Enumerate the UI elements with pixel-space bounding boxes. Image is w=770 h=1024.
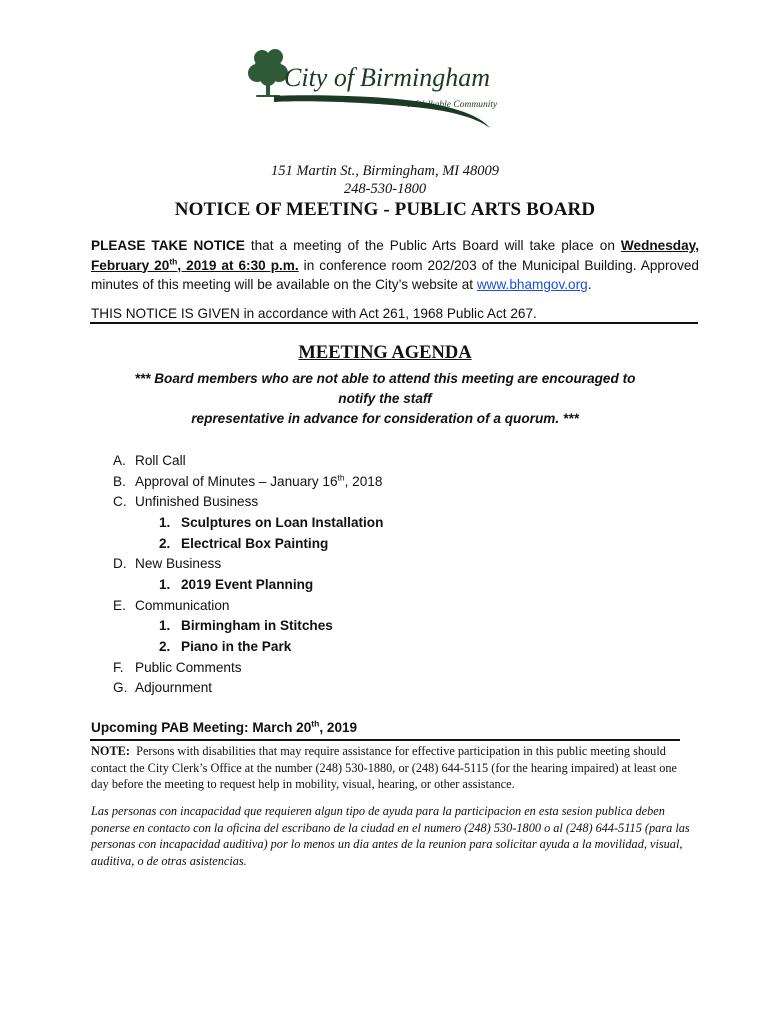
agenda-item-label: Approval of Minutes – January 16 xyxy=(135,474,338,489)
meeting-date-sup: th xyxy=(169,255,178,266)
agenda-subitem xyxy=(159,618,333,633)
agenda-item xyxy=(113,680,212,695)
page-title: NOTICE OF MEETING - PUBLIC ARTS BOARD xyxy=(174,199,596,220)
agenda-item xyxy=(113,474,382,489)
agenda-subitem xyxy=(159,639,291,654)
agenda-subitem xyxy=(159,515,383,530)
agenda-subitem-label: Electrical Box Painting xyxy=(181,536,329,551)
divider xyxy=(90,739,680,741)
agenda-item-label: Communication xyxy=(135,598,230,613)
agenda-subitem-marker: 1. xyxy=(159,515,171,530)
agenda-item xyxy=(113,556,221,571)
agenda-item xyxy=(113,598,229,613)
note-text: Persons with disabilities that may require assistance for effective participation in this public meeting should contact the City Clerk’s Office at the number (248) 530-1880, or (248) 644-5115 (for the hearing impaired) at least one day before the meeting to request help in mobility, visual, hearing, or other assistance. xyxy=(91,744,681,791)
agenda-subitem-marker: 1. xyxy=(159,577,171,592)
agenda-subitem-label: Piano in the Park xyxy=(181,639,292,654)
meeting-date-b: , 2019 at 6:30 p.m. xyxy=(177,257,299,273)
upcoming-meeting xyxy=(91,720,357,735)
notice-text-2: in conference room 202/203 of the Municipal Building. Approved minutes of this meeting will be available on the City’s website at xyxy=(91,257,699,292)
board-note-line-2: notify the staff xyxy=(338,391,432,406)
board-members-note xyxy=(92,369,678,429)
city-logo xyxy=(244,44,506,132)
website-link[interactable]: www.bhamgov.org xyxy=(476,277,588,292)
board-note-line-3: representative in advance for consideration of a quorum. *** xyxy=(191,411,579,426)
accessibility-note-spanish: Las personas con incapacidad que requieren algun tipo de ayuda para la participacion en esta sesion publica deben ponerse en contacto con la oficina del escribano de la ciudad en el numero (248) 530-1800 o al (248) 644-5115 (para las personas con incapacidad auditiva) por lo menos un dia antes de la reunion para solicitar ayuda a la movilidad, visual, auditiva, o de otras asistencias. xyxy=(91,804,690,868)
notice-text-3: . xyxy=(587,277,592,292)
agenda-item-label: Roll Call xyxy=(135,453,186,468)
agenda-subitem xyxy=(159,536,328,551)
upcoming-meeting-text: Upcoming PAB Meeting: March 20 xyxy=(91,720,312,735)
agenda-item-label: Public Comments xyxy=(135,660,242,675)
agenda-item-label: Unfinished Business xyxy=(135,494,259,509)
phone-number: 248-530-1800 xyxy=(343,181,427,197)
notice-lead: PLEASE TAKE NOTICE xyxy=(91,238,245,253)
agenda-item-marker: F. xyxy=(113,660,124,675)
agenda-item-marker: G. xyxy=(113,680,128,695)
agenda-item-label-end: , 2018 xyxy=(344,474,383,489)
agenda-subitem-marker: 2. xyxy=(159,639,171,654)
agenda-item xyxy=(113,660,242,675)
logo-birmingham: Birmingham xyxy=(360,63,490,92)
accessibility-note-english xyxy=(91,743,691,793)
agenda-subitem-label: Sculptures on Loan Installation xyxy=(181,515,384,530)
agenda-subitem-marker: 1. xyxy=(159,618,171,633)
agenda-item-marker: C. xyxy=(113,494,127,509)
agenda-item-marker: E. xyxy=(113,598,126,613)
tree-icon xyxy=(244,44,506,132)
board-note-line-1: *** Board members who are not able to attend this meeting are encouraged to xyxy=(134,371,636,386)
agenda-subitem-label: Birmingham in Stitches xyxy=(181,618,333,633)
logo-city-of: City of xyxy=(284,63,355,92)
agenda-subitem xyxy=(159,577,313,592)
agenda-item xyxy=(113,494,258,509)
agenda-item-marker: B. xyxy=(113,474,126,489)
agenda-item-label: Adjournment xyxy=(135,680,213,695)
agenda-subitem-label: 2019 Event Planning xyxy=(181,577,314,592)
address-line: 151 Martin St., Birmingham, MI 48009 xyxy=(271,163,499,179)
agenda-subitem-marker: 2. xyxy=(159,536,171,551)
notice-text-1: that a meeting of the Public Arts Board will take place on xyxy=(244,238,621,253)
logo-tagline: A Walkable Community xyxy=(408,100,498,110)
notice-given-statement: THIS NOTICE IS GIVEN in accordance with Act 261, 1968 Public Act 267. xyxy=(91,306,537,321)
upcoming-meeting-year: , 2019 xyxy=(319,720,358,735)
agenda-item-sup: th xyxy=(337,472,345,483)
upcoming-meeting-sup: th xyxy=(311,718,320,729)
meeting-date-a: Wednesday, February 20 xyxy=(91,238,699,273)
notice-paragraph xyxy=(91,236,699,295)
agenda-item-label: New Business xyxy=(135,556,222,571)
agenda-item-marker: A. xyxy=(113,453,126,468)
note-label: NOTE: xyxy=(91,744,130,758)
agenda-item xyxy=(113,453,186,468)
agenda-heading: MEETING AGENDA xyxy=(298,343,472,363)
agenda-item-marker: D. xyxy=(113,556,127,571)
divider xyxy=(90,322,698,324)
